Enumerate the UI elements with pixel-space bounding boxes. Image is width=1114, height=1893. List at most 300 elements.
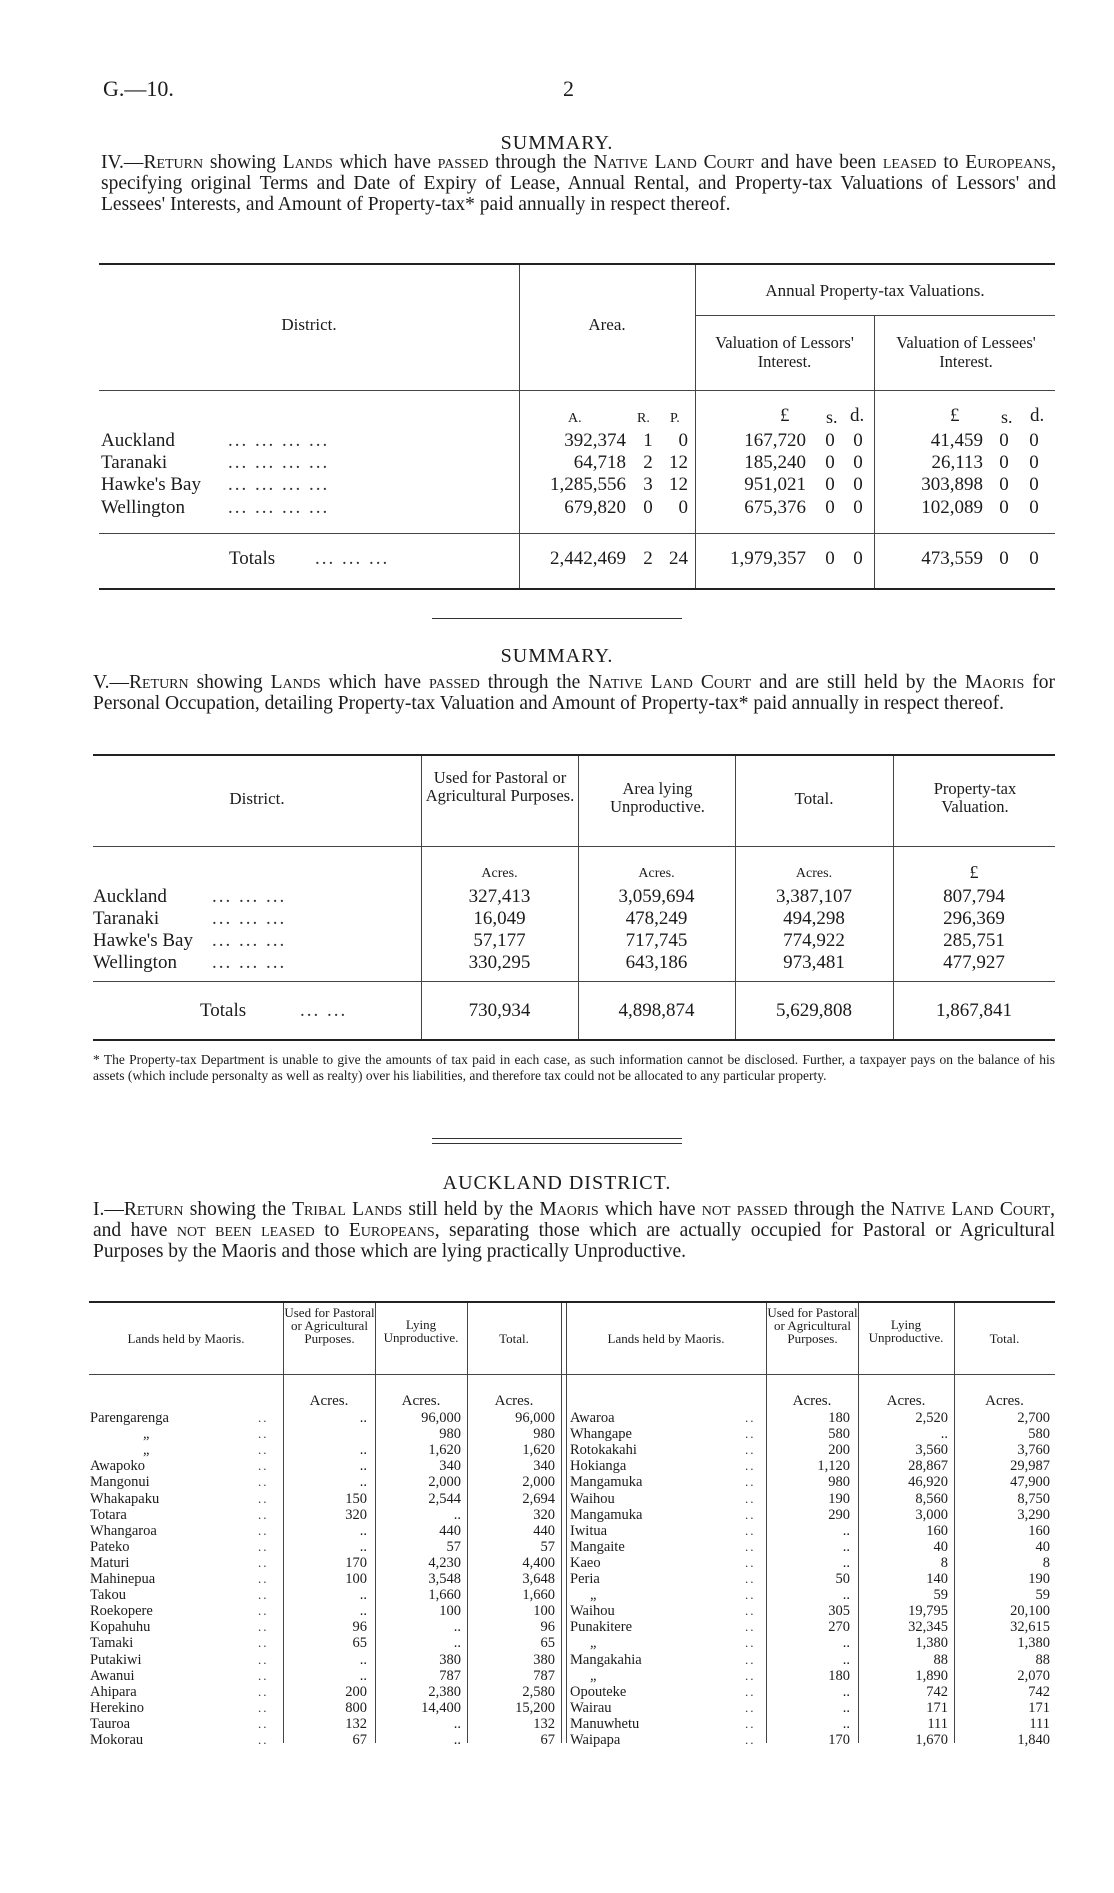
- i-right-land-name: Rotokakahi: [570, 1442, 637, 1458]
- i-right-used: 50: [835, 1571, 850, 1587]
- i-right-land-name: Manuwhetu: [570, 1716, 640, 1732]
- i-right-lying: 742: [926, 1684, 948, 1700]
- v-unit-used: Acres.: [481, 866, 518, 881]
- iv-lessees-shillings: 0: [999, 430, 1009, 451]
- i-right-total: 8: [1042, 1555, 1050, 1571]
- i-left-land-name: „: [143, 1426, 150, 1442]
- v-total: 3,387,107: [776, 886, 852, 907]
- i-left-land-name: Takou: [90, 1587, 127, 1603]
- i-right-land-name: Kaeo: [570, 1555, 601, 1571]
- i-right-total: 111: [1029, 1716, 1050, 1732]
- i-right-land-name: Peria: [570, 1571, 600, 1587]
- i-leader-dots: ..: [745, 1458, 756, 1473]
- i-leader-dots: ..: [258, 1410, 269, 1425]
- iv-total-perches: 24: [669, 548, 688, 569]
- i-right-land-name: Mangamuka: [570, 1507, 643, 1523]
- i-head-used-left: Used for Pastoral or Agricultural Purposes.: [284, 1305, 375, 1346]
- i-right-total: 1,840: [1017, 1732, 1050, 1748]
- i-right-lying: 8: [940, 1555, 948, 1571]
- v-valuation: 807,794: [943, 886, 1005, 907]
- iv-area-acres: 64,718: [573, 452, 626, 473]
- iv-head-area: Area.: [588, 315, 626, 334]
- v-used: 16,049: [473, 908, 526, 929]
- i-right-used: 180: [828, 1410, 850, 1426]
- iv-lessors-pence: 0: [853, 474, 863, 495]
- i-left-land-name: Kopahuhu: [90, 1619, 151, 1635]
- i-leader-dots: ..: [258, 1700, 269, 1715]
- iv-lessees-shillings: 0: [999, 497, 1009, 518]
- i-right-lying: 88: [933, 1652, 948, 1668]
- i-leader-dots: ..: [258, 1555, 269, 1570]
- i-right-used: 200: [828, 1442, 850, 1458]
- iv-unit-p: P.: [670, 411, 680, 426]
- i-left-total: 65: [540, 1635, 555, 1651]
- i-left-used: 800: [345, 1700, 367, 1716]
- i-left-land-name: Maturi: [90, 1555, 130, 1571]
- i-head-total-left: Total.: [499, 1331, 529, 1346]
- i-left-lying: ..: [453, 1716, 461, 1732]
- i-right-land-name: Waipapa: [570, 1732, 621, 1748]
- i-right-land-name: Waihou: [570, 1491, 615, 1507]
- i-left-land-name: Roekopere: [90, 1603, 153, 1619]
- summary-iv-title: SUMMARY.: [500, 132, 614, 154]
- iv-leader-dots: ... ... ... ...: [228, 497, 330, 518]
- v-total: 494,298: [783, 908, 845, 929]
- i-left-total: 100: [533, 1603, 555, 1619]
- i-right-used: ..: [842, 1587, 850, 1603]
- v-unproductive: 717,745: [625, 930, 688, 951]
- v-totals-label: Totals: [200, 1000, 247, 1021]
- i-right-land-name: Iwitua: [570, 1523, 608, 1539]
- iv-lessees-pounds: 102,089: [921, 497, 983, 518]
- i-left-land-name: Putakiwi: [90, 1652, 142, 1668]
- i-left-total: 4,400: [522, 1555, 555, 1571]
- v-head-total: Total.: [794, 789, 834, 808]
- iv-head-lessees: Valuation of Lessees' Interest.: [896, 333, 1036, 371]
- iv-area-perches: 0: [678, 430, 688, 451]
- iv-head-district: District.: [281, 315, 337, 334]
- iv-unit-a: A.: [568, 411, 582, 426]
- summary-v-heading: [93, 672, 1055, 714]
- i-left-total: 96,000: [515, 1410, 555, 1426]
- v-total: 774,922: [783, 930, 845, 951]
- v-unproductive: 643,186: [625, 952, 688, 973]
- i-right-lying: 2,520: [915, 1410, 948, 1426]
- iv-unit-d2: d.: [1030, 405, 1045, 426]
- i-left-land-name: Mokorau: [90, 1732, 144, 1748]
- i-right-lying: 59: [933, 1587, 948, 1603]
- i-left-total: 3,648: [522, 1571, 555, 1587]
- i-left-land-name: Awanui: [90, 1668, 135, 1684]
- i-right-used: ..: [842, 1539, 850, 1555]
- v-head-district: District.: [229, 789, 285, 808]
- v-leader-dots: ... ... ...: [212, 886, 287, 907]
- iv-district: Taranaki: [101, 452, 168, 473]
- iv-unit-d1: d.: [850, 405, 865, 426]
- i-left-used: 320: [345, 1507, 367, 1523]
- i-right-used: 290: [828, 1507, 850, 1523]
- page-ref: G.—10.: [103, 76, 174, 101]
- iv-total-lessees: 473,559: [921, 548, 983, 569]
- i-left-land-name: Awapoko: [90, 1458, 146, 1474]
- v-valuation: 477,927: [943, 952, 1005, 973]
- i-unit-used-left: Acres.: [309, 1393, 349, 1409]
- iv-leader-dots: ... ... ... ...: [228, 452, 330, 473]
- i-left-lying: 14,400: [421, 1700, 461, 1716]
- i-leader-dots: ..: [745, 1684, 756, 1699]
- i-leader-dots: ..: [258, 1442, 269, 1457]
- i-left-lying: 787: [439, 1668, 461, 1684]
- i-leader-dots: ..: [258, 1491, 269, 1506]
- iv-lessors-pence: 0: [853, 497, 863, 518]
- i-leader-dots: ..: [258, 1668, 269, 1683]
- i-right-land-name: Mangakahia: [570, 1652, 642, 1668]
- summary-iv-numeral: IV.—: [101, 152, 144, 173]
- i-left-total: 380: [533, 1652, 555, 1668]
- iv-lessees-pence: 0: [1029, 430, 1039, 451]
- v-used: 57,177: [473, 930, 526, 951]
- v-district: Wellington: [93, 952, 177, 973]
- i-left-land-name: Pateko: [90, 1539, 130, 1555]
- i-head-used-right: Used for Pastoral or Agricultural Purposes.: [767, 1305, 858, 1346]
- i-left-used: ..: [359, 1523, 367, 1539]
- i-left-used: 200: [345, 1684, 367, 1700]
- i-right-land-name: Mangamuka: [570, 1474, 643, 1490]
- i-left-total: 787: [533, 1668, 555, 1684]
- i-left-total: 96: [540, 1619, 555, 1635]
- i-right-total: 88: [1035, 1652, 1050, 1668]
- i-right-used: 190: [828, 1491, 850, 1507]
- iv-lessors-pounds: 675,376: [744, 497, 806, 518]
- iv-lessors-pence: 0: [853, 430, 863, 451]
- i-right-used: ..: [842, 1523, 850, 1539]
- iv-lessors-shillings: 0: [825, 474, 835, 495]
- v-leader-dots: ... ...: [300, 1000, 348, 1021]
- i-left-used: 170: [345, 1555, 367, 1571]
- i-left-total: 1,620: [522, 1442, 555, 1458]
- i-left-land-name: Whangaroa: [90, 1523, 157, 1539]
- iv-district: Auckland: [101, 430, 175, 451]
- iv-area-perches: 12: [669, 452, 688, 473]
- iv-totals-label: Totals: [229, 548, 276, 569]
- i-left-lying: 3,548: [428, 1571, 461, 1587]
- i-right-land-name: Waihou: [570, 1603, 615, 1619]
- iv-area-perches: 12: [669, 474, 688, 495]
- i-left-land-name: Tamaki: [90, 1635, 134, 1651]
- v-leader-dots: ... ... ...: [212, 930, 287, 951]
- iv-head-annual: Annual Property-tax Valuations.: [765, 281, 985, 300]
- i-right-lying: 111: [927, 1716, 948, 1732]
- i-leader-dots: ..: [258, 1458, 269, 1473]
- i-leader-dots: ..: [258, 1603, 269, 1618]
- i-head-lying-right: Lying Unproductive.: [868, 1317, 944, 1345]
- i-right-used: 980: [828, 1474, 850, 1490]
- i-leader-dots: ..: [745, 1426, 756, 1441]
- i-unit-lying-left: Acres.: [401, 1393, 441, 1409]
- iv-area-acres: 1,285,556: [550, 474, 626, 495]
- i-right-total: 190: [1028, 1571, 1050, 1587]
- i-left-land-name: Parengarenga: [90, 1410, 169, 1426]
- v-used: 327,413: [468, 886, 531, 907]
- i-right-used: ..: [842, 1684, 850, 1700]
- iv-leader-dots: ... ... ... ...: [228, 430, 330, 451]
- i-leader-dots: ..: [745, 1619, 756, 1634]
- v-total: 973,481: [783, 952, 845, 973]
- i-left-total: 57: [540, 1539, 555, 1555]
- i-right-used: ..: [842, 1635, 850, 1651]
- iv-total-acres: 2,442,469: [550, 548, 626, 569]
- v-district: Hawke's Bay: [93, 930, 193, 951]
- i-right-used: 180: [828, 1668, 850, 1684]
- i-right-total: 171: [1028, 1700, 1050, 1716]
- i-leader-dots: ..: [745, 1668, 756, 1683]
- i-left-used: 96: [352, 1619, 367, 1635]
- iv-area-acres: 392,374: [564, 430, 626, 451]
- i-left-lying: 1,660: [428, 1587, 461, 1603]
- i-right-lying: 3,560: [915, 1442, 948, 1458]
- i-right-used: ..: [842, 1555, 850, 1571]
- i-left-lying: 57: [446, 1539, 461, 1555]
- i-left-used: 132: [345, 1716, 367, 1732]
- iv-district: Hawke's Bay: [101, 474, 201, 495]
- i-left-land-name: Whakapaku: [90, 1491, 160, 1507]
- i-right-land-name: „: [590, 1635, 597, 1651]
- v-head-used: Used for Pastoral or Agricultural Purposes.: [425, 768, 575, 805]
- i-right-used: ..: [842, 1700, 850, 1716]
- i-left-lying: 440: [439, 1523, 461, 1539]
- i-right-lying: 32,345: [908, 1619, 948, 1635]
- i-leader-dots: ..: [258, 1684, 269, 1699]
- i-leader-dots: ..: [258, 1732, 269, 1747]
- i-head-lands-right: Lands held by Maoris.: [607, 1331, 725, 1346]
- summary-iv-text: Return showing Lands which have passed through the Native Land Court and have been leased to Europeans, specifying original Terms and Date of Expiry of Lease, Annual Rental, and Property-tax Valuations of Lessors' and Lessees' Interests, and Amount of Property-tax* paid annually in respect thereof.: [101, 152, 1056, 215]
- iv-total-roods: 2: [643, 548, 653, 569]
- i-right-total: 2,700: [1017, 1410, 1050, 1426]
- iv-total-lessees-d: 0: [1029, 548, 1039, 569]
- i-left-land-name: Mangonui: [90, 1474, 150, 1490]
- v-total-used: 730,934: [468, 1000, 531, 1021]
- i-left-land-name: Mahinepua: [90, 1571, 156, 1587]
- i-leader-dots: ..: [258, 1635, 269, 1650]
- i-right-lying: 1,670: [915, 1732, 948, 1748]
- v-total-unproductive: 4,898,874: [618, 1000, 695, 1021]
- i-left-total: 340: [533, 1458, 555, 1474]
- iv-district: Wellington: [101, 497, 185, 518]
- i-left-used: ..: [359, 1458, 367, 1474]
- iv-area-roods: 2: [643, 452, 653, 473]
- i-right-lying: 140: [926, 1571, 948, 1587]
- i-left-lying: 380: [439, 1652, 461, 1668]
- i-left-lying: 100: [439, 1603, 461, 1619]
- iv-total-lessors: 1,979,357: [730, 548, 806, 569]
- iv-lessors-pounds: 167,720: [744, 430, 806, 451]
- i-left-land-name: Tauroa: [90, 1716, 131, 1732]
- i-left-total: 67: [540, 1732, 555, 1748]
- i-right-lying: 171: [926, 1700, 948, 1716]
- i-leader-dots: ..: [745, 1732, 756, 1747]
- i-left-land-name: Herekino: [90, 1700, 144, 1716]
- i-right-land-name: Wairau: [570, 1700, 612, 1716]
- i-left-lying: ..: [453, 1619, 461, 1635]
- summary-v-text: Return showing Lands which have passed through the Native Land Court and are still held by the Maoris for Personal Occupation, detailing Property-tax Valuation and Amount of Property-tax* paid annually in respect thereof.: [93, 672, 1055, 714]
- i-leader-dots: ..: [745, 1716, 756, 1731]
- v-used: 330,295: [468, 952, 531, 973]
- i-leader-dots: ..: [745, 1555, 756, 1570]
- i-head-total-right: Total.: [989, 1331, 1020, 1346]
- v-head-valuation: Property-tax Valuation.: [933, 779, 1017, 816]
- i-leader-dots: ..: [745, 1491, 756, 1506]
- i-left-total: 132: [533, 1716, 555, 1732]
- iv-total-lessors-s: 0: [825, 548, 835, 569]
- v-total-valuation: 1,867,841: [936, 1000, 1012, 1021]
- iv-lessees-pounds: 303,898: [921, 474, 983, 495]
- i-left-lying: 340: [439, 1458, 461, 1474]
- i-left-total: 2,580: [522, 1684, 555, 1700]
- v-unit-total: Acres.: [795, 866, 833, 881]
- i-left-used: 100: [345, 1571, 367, 1587]
- i-right-used: ..: [842, 1652, 850, 1668]
- i-right-total: 40: [1035, 1539, 1050, 1555]
- i-right-used: 170: [828, 1732, 850, 1748]
- auckland-district-title: AUCKLAND DISTRICT.: [442, 1172, 672, 1194]
- i-left-used: ..: [359, 1539, 367, 1555]
- i-leader-dots: ..: [258, 1716, 269, 1731]
- i-right-total: 160: [1028, 1523, 1050, 1539]
- i-leader-dots: ..: [258, 1426, 269, 1441]
- i-right-used: ..: [842, 1716, 850, 1732]
- summary-iv-heading: [101, 152, 1056, 215]
- iv-lessors-shillings: 0: [825, 430, 835, 451]
- iv-lessors-pounds: 951,021: [744, 474, 806, 495]
- i-right-land-name: Punakitere: [570, 1619, 633, 1635]
- i-leader-dots: ..: [258, 1507, 269, 1522]
- v-unit-valuation: £: [969, 862, 979, 882]
- page-number: 2: [563, 76, 574, 101]
- i-right-total: 20,100: [1010, 1603, 1050, 1619]
- i-left-lying: 1,620: [428, 1442, 461, 1458]
- i-right-land-name: Whangape: [570, 1426, 632, 1442]
- i-right-used: 1,120: [817, 1458, 850, 1474]
- i-right-total: 2,070: [1017, 1668, 1050, 1684]
- i-left-used: 150: [345, 1491, 367, 1507]
- i-left-lying: 96,000: [421, 1410, 461, 1426]
- i-right-lying: 28,867: [908, 1458, 948, 1474]
- iv-head-lessors: Valuation of Lessors' Interest.: [715, 333, 854, 371]
- i-leader-dots: ..: [745, 1539, 756, 1554]
- i-right-lying: 19,795: [908, 1603, 948, 1619]
- i-leader-dots: ..: [745, 1410, 756, 1425]
- i-leader-dots: ..: [258, 1619, 269, 1634]
- i-right-lying: 40: [933, 1539, 948, 1555]
- i-right-land-name: Mangaite: [570, 1539, 625, 1555]
- iv-lessors-shillings: 0: [825, 452, 835, 473]
- footnote: * The Property-tax Department is unable to give the amounts of tax paid in each case, as such information cannot be disclosed. Further, a taxpayer pays on the balance of his assets (which include personalty as well as realty) over his liabilities, and therefore tax could not be allocated to any particular property.: [93, 1052, 1055, 1083]
- iv-area-roods: 1: [643, 430, 653, 451]
- i-leader-dots: ..: [745, 1571, 756, 1586]
- i-left-used: ..: [359, 1442, 367, 1458]
- i-left-lying: 2,000: [428, 1474, 461, 1490]
- v-unproductive: 3,059,694: [618, 886, 695, 907]
- i-left-lying: ..: [453, 1732, 461, 1748]
- i-left-used: ..: [359, 1603, 367, 1619]
- iv-area-roods: 0: [643, 497, 653, 518]
- iv-lessees-shillings: 0: [999, 474, 1009, 495]
- i-left-lying: 4,230: [428, 1555, 461, 1571]
- i-right-lying: 1,890: [915, 1668, 948, 1684]
- i-right-used: 270: [828, 1619, 850, 1635]
- iv-unit-pound1: £: [780, 405, 790, 426]
- iv-leader-dots: ... ... ... ...: [228, 474, 330, 495]
- iv-lessors-pence: 0: [853, 452, 863, 473]
- i-left-used: ..: [359, 1668, 367, 1684]
- summary-v-numeral: V.—: [93, 672, 129, 693]
- i-left-total: 2,000: [522, 1474, 555, 1490]
- i-left-used: ..: [359, 1652, 367, 1668]
- iv-lessors-pounds: 185,240: [744, 452, 806, 473]
- v-district: Auckland: [93, 886, 167, 907]
- iv-leader-dots: ... ... ...: [315, 548, 390, 569]
- i-unit-total-left: Acres.: [494, 1393, 534, 1409]
- i-right-lying: 3,000: [915, 1507, 948, 1523]
- i-leader-dots: ..: [258, 1571, 269, 1586]
- iv-lessees-pence: 0: [1029, 452, 1039, 473]
- iv-lessees-pounds: 41,459: [930, 430, 983, 451]
- iv-area-perches: 0: [678, 497, 688, 518]
- i-leader-dots: ..: [745, 1474, 756, 1489]
- i-right-used: 305: [828, 1603, 850, 1619]
- v-valuation: 285,751: [943, 930, 1005, 951]
- i-right-total: 59: [1035, 1587, 1050, 1603]
- i-left-used: ..: [359, 1410, 367, 1426]
- return-i-heading: [93, 1199, 1055, 1262]
- iv-unit-s1: s.: [826, 407, 838, 427]
- i-leader-dots: ..: [745, 1652, 756, 1667]
- i-right-lying: 8,560: [915, 1491, 948, 1507]
- i-right-total: 32,615: [1010, 1619, 1050, 1635]
- i-right-land-name: Hokianga: [570, 1458, 627, 1474]
- i-unit-total-right: Acres.: [985, 1393, 1024, 1409]
- i-head-lands-left: Lands held by Maoris.: [127, 1331, 245, 1346]
- i-head-lying-left: Lying Unproductive.: [383, 1317, 459, 1345]
- i-right-total: 29,987: [1010, 1458, 1050, 1474]
- i-right-total: 47,900: [1010, 1474, 1050, 1490]
- i-right-used: 580: [828, 1426, 850, 1442]
- i-right-land-name: „: [590, 1587, 597, 1603]
- i-left-lying: 980: [439, 1426, 461, 1442]
- i-leader-dots: ..: [745, 1442, 756, 1457]
- i-left-total: 980: [533, 1426, 555, 1442]
- i-right-land-name: Opouteke: [570, 1684, 627, 1700]
- return-i-text: Return showing the Tribal Lands still held by the Maoris which have not passed through the Native Land Court, and have not been leased to Europeans, separating those which are actually occupied for Pastoral or Agricultural Purposes by the Maoris and those which are lying practically Unproductive.: [93, 1199, 1055, 1262]
- i-leader-dots: ..: [745, 1603, 756, 1618]
- i-leader-dots: ..: [745, 1523, 756, 1538]
- i-left-land-name: Ahipara: [90, 1684, 137, 1700]
- i-unit-lying-right: Acres.: [886, 1393, 926, 1409]
- i-leader-dots: ..: [745, 1635, 756, 1650]
- i-left-total: 15,200: [515, 1700, 555, 1716]
- i-right-total: 3,760: [1017, 1442, 1050, 1458]
- iv-lessors-shillings: 0: [825, 497, 835, 518]
- iv-lessees-pence: 0: [1029, 497, 1039, 518]
- v-leader-dots: ... ... ...: [212, 952, 287, 973]
- i-left-lying: 2,380: [428, 1684, 461, 1700]
- iv-lessees-pounds: 26,113: [931, 452, 983, 473]
- v-leader-dots: ... ... ...: [212, 908, 287, 929]
- i-leader-dots: ..: [745, 1700, 756, 1715]
- i-left-land-name: „: [143, 1442, 150, 1458]
- i-right-total: 580: [1028, 1426, 1050, 1442]
- i-left-used: ..: [359, 1474, 367, 1490]
